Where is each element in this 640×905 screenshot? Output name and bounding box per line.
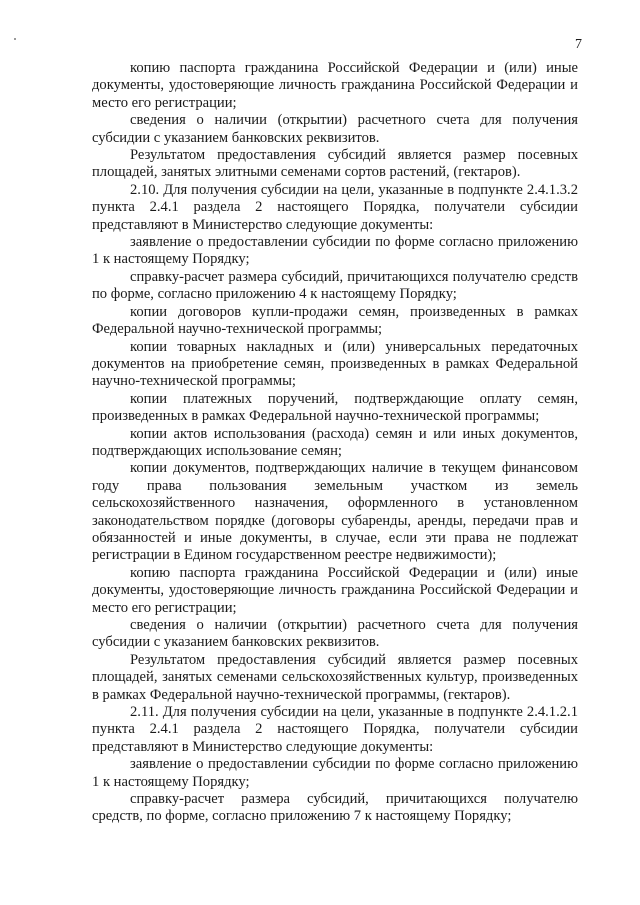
document-body [92,60,578,826]
paragraph: копии договоров купли-продажи семян, произведенных в рамках Федеральной научно-технической программы; [92,303,578,338]
scan-mark [14,38,16,40]
paragraph: заявление о предоставлении субсидии по форме согласно приложению 1 к настоящему Порядку; [92,756,578,790]
paragraph: 2.10. Для получения субсидии на цели, указанные в подпункте 2.4.1.3.2 пункта 2.4.1 раздела 2 настоящего Порядка, получатели субсидии представляют в Министерство следующие документы: [92,181,578,233]
paragraph: Результатом предоставления субсидий является размер посевных площадей, занятых семенами сельскохозяйственных культур, произведенных в рамках Федеральной научно-технической программы, (гектаров). [92,651,578,703]
paragraph: копию паспорта гражданина Российской Федерации и (или) иные документы, удостоверяющие личность гражданина Российской Федерации и место его регистрации; [92,564,578,616]
paragraph: 2.11. Для получения субсидии на цели, указанные в подпункте 2.4.1.2.1 пункта 2.4.1 раздела 2 настоящего Порядка, получатели субсидии представляют в Министерство следующие документы: [92,704,578,755]
paragraph: копии платежных поручений, подтверждающие оплату семян, произведенных в рамках Федеральной научно-технической программы; [92,390,578,425]
paragraph: копии документов, подтверждающих наличие в текущем финансовом году права пользования земельным участком из земель сельскохозяйственного назначения, оформленного в установленном законодательством порядке (договоры субаренды, аренды, передачи прав и обязанностей и иные документы, в случае, если эти права не подлежат регистрации в Едином государственном реестре недвижимости); [92,460,578,564]
paragraph: копии товарных накладных и (или) универсальных передаточных документов на приобретение семян, произведенных в рамках Федеральной научно-технической программы; [92,338,578,390]
paragraph: копию паспорта гражданина Российской Федерации и (или) иные документы, удостоверяющие личность гражданина Российской Федерации и место его регистрации; [92,60,578,111]
paragraph: справку-расчет размера субсидий, причитающихся получателю средств по форме, согласно приложению 4 к настоящему Порядку; [92,268,578,303]
paragraph: справку-расчет размера субсидий, причитающихся получателю средств, по форме, согласно приложению 7 к настоящему Порядку; [92,791,578,825]
paragraph: Результатом предоставления субсидий является размер посевных площадей, занятых элитными семенами сортов растений, (гектаров). [92,147,578,181]
page-number: 7 [575,37,582,52]
paragraph: заявление о предоставлении субсидии по форме согласно приложению 1 к настоящему Порядку; [92,234,578,268]
paragraph: сведения о наличии (открытии) расчетного счета для получения субсидии с указанием банковских реквизитов. [92,617,578,651]
paragraph: сведения о наличии (открытии) расчетного счета для получения субсидии с указанием банковских реквизитов. [92,112,578,146]
paragraph: копии актов использования (расхода) семян и или иных документов, подтверждающих использование семян; [92,425,578,459]
